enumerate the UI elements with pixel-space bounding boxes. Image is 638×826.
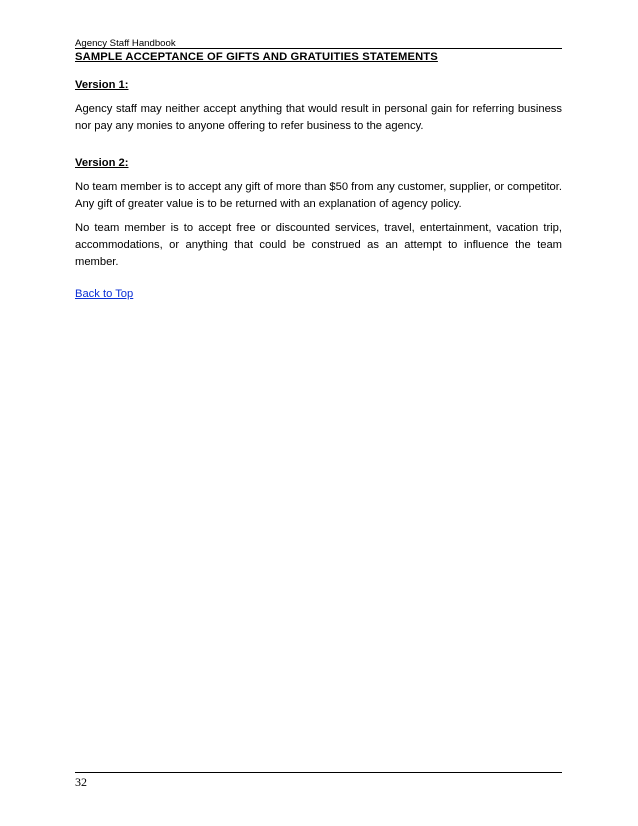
footer-divider: [75, 772, 562, 773]
page-number: 32: [75, 775, 87, 789]
version-2-label: Version 2:: [75, 157, 129, 169]
section-heading: SAMPLE ACCEPTANCE OF GIFTS AND GRATUITIES STATEMENTS: [75, 51, 438, 63]
header-divider: [75, 48, 562, 49]
back-to-top-link[interactable]: Back to Top: [75, 288, 134, 300]
running-header: Agency Staff Handbook: [75, 38, 176, 49]
version-2-paragraph-1: No team member is to accept any gift of more than $50 from any customer, supplier, or competitor. Any gift of greater value is to be returned with an explanation of agency policy.: [75, 181, 562, 210]
version-1-paragraph: Agency staff may neither accept anything that would result in personal gain for referring business nor pay any monies to anyone offering to refer business to the agency.: [75, 103, 562, 132]
version-2-paragraph-2: No team member is to accept free or discounted services, travel, entertainment, vacation trip, accommodations, or anything that could be construed as an attempt to influence the team member.: [75, 222, 562, 268]
version-1-label: Version 1:: [75, 79, 129, 91]
